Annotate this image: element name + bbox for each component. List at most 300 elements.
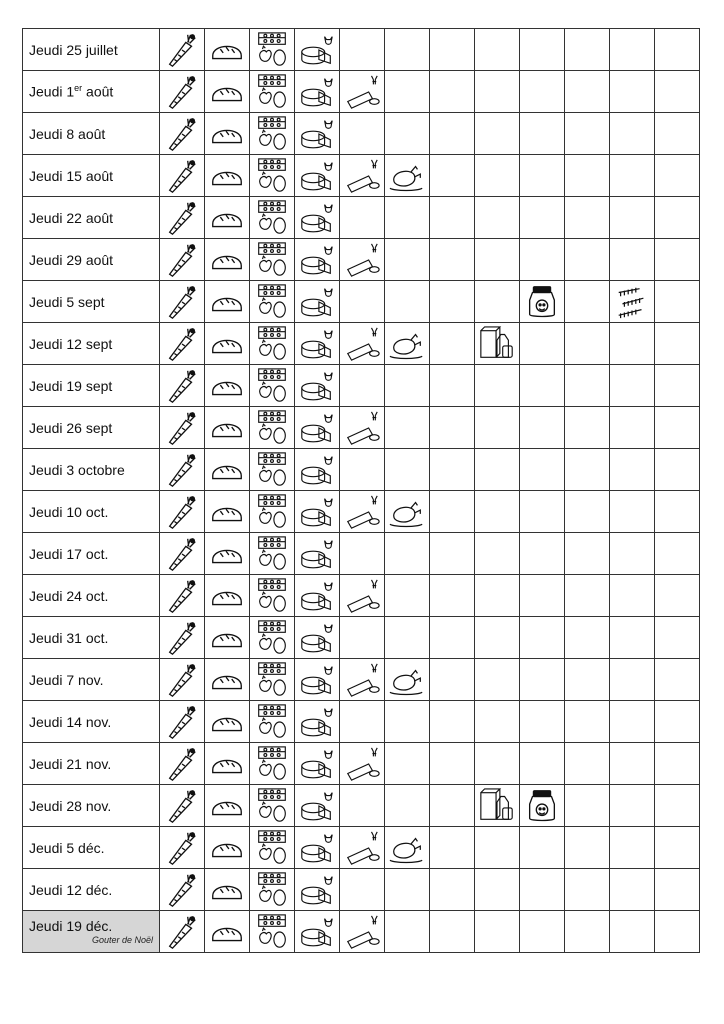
- date-cell: [23, 323, 160, 365]
- cheese-icon: [295, 409, 339, 447]
- product-cell: [295, 281, 340, 323]
- product-cell: [475, 533, 520, 575]
- date-cell: [23, 911, 160, 953]
- bread-icon: [205, 661, 249, 699]
- product-cell: [250, 155, 295, 197]
- vegetables-icon: [160, 73, 204, 111]
- product-cell: [385, 911, 430, 953]
- eggs-icon: [250, 241, 294, 279]
- delivery-schedule-table: [22, 28, 700, 953]
- product-cell: [295, 533, 340, 575]
- date-cell: [23, 29, 160, 71]
- cheese-icon: [295, 325, 339, 363]
- product-cell: [565, 155, 610, 197]
- eggs-icon: [250, 745, 294, 783]
- product-cell: [340, 29, 385, 71]
- date-label: Jeudi 10 oct.: [29, 503, 109, 520]
- product-cell: [430, 155, 475, 197]
- product-cell: [610, 827, 655, 869]
- vegetables-icon: [160, 367, 204, 405]
- product-cell: [205, 365, 250, 407]
- bread-icon: [205, 745, 249, 783]
- bread-icon: [205, 115, 249, 153]
- date-label: Jeudi 7 nov.: [29, 671, 104, 688]
- meat-icon: [340, 913, 384, 951]
- product-cell: [160, 29, 205, 71]
- product-cell: [160, 71, 205, 113]
- product-cell: [520, 71, 565, 113]
- product-cell: [520, 575, 565, 617]
- product-cell: [160, 575, 205, 617]
- product-cell: [295, 617, 340, 659]
- product-cell: [520, 323, 565, 365]
- product-cell: [340, 659, 385, 701]
- honey-icon: [520, 283, 564, 321]
- product-cell: [205, 323, 250, 365]
- product-cell: [160, 491, 205, 533]
- product-cell: [295, 911, 340, 953]
- product-cell: [385, 155, 430, 197]
- product-cell: [565, 197, 610, 239]
- product-cell: [250, 575, 295, 617]
- product-cell: [160, 533, 205, 575]
- meat-icon: [340, 745, 384, 783]
- product-cell: [475, 323, 520, 365]
- product-cell: [385, 701, 430, 743]
- product-cell: [475, 449, 520, 491]
- honey-icon: [520, 787, 564, 825]
- product-cell: [250, 743, 295, 785]
- product-cell: [475, 869, 520, 911]
- product-cell: [385, 239, 430, 281]
- product-cell: [295, 323, 340, 365]
- product-cell: [520, 533, 565, 575]
- product-cell: [295, 113, 340, 155]
- meat-icon: [340, 157, 384, 195]
- product-cell: [385, 323, 430, 365]
- schedule-row: [23, 659, 700, 701]
- product-cell: [520, 407, 565, 449]
- schedule-row: [23, 575, 700, 617]
- product-cell: [205, 491, 250, 533]
- product-cell: [295, 29, 340, 71]
- poultry-icon: [385, 325, 429, 363]
- product-cell: [565, 113, 610, 155]
- product-cell: [340, 197, 385, 239]
- product-cell: [475, 365, 520, 407]
- eggs-icon: [250, 619, 294, 657]
- product-cell: [160, 155, 205, 197]
- schedule-row: [23, 239, 700, 281]
- product-cell: [475, 617, 520, 659]
- cheese-icon: [295, 367, 339, 405]
- product-cell: [160, 785, 205, 827]
- date-cell: [23, 449, 160, 491]
- product-cell: [250, 869, 295, 911]
- product-cell: [430, 197, 475, 239]
- product-cell: [385, 71, 430, 113]
- bread-icon: [205, 241, 249, 279]
- product-cell: [160, 197, 205, 239]
- meat-icon: [340, 493, 384, 531]
- product-cell: [430, 869, 475, 911]
- product-cell: [475, 911, 520, 953]
- product-cell: [655, 617, 700, 659]
- product-cell: [295, 785, 340, 827]
- eggs-icon: [250, 31, 294, 69]
- eggs-icon: [250, 787, 294, 825]
- cheese-icon: [295, 241, 339, 279]
- product-cell: [205, 71, 250, 113]
- date-label: Jeudi 29 août: [29, 251, 114, 268]
- date-label: Jeudi 26 sept: [29, 419, 113, 436]
- product-cell: [430, 113, 475, 155]
- cheese-icon: [295, 73, 339, 111]
- date-label: Jeudi 24 oct.: [29, 587, 109, 604]
- bread-icon: [205, 451, 249, 489]
- grocery-icon: [475, 325, 519, 363]
- bread-icon: [205, 619, 249, 657]
- vegetables-icon: [160, 535, 204, 573]
- cheese-icon: [295, 745, 339, 783]
- product-cell: [295, 449, 340, 491]
- product-cell: [295, 239, 340, 281]
- product-cell: [385, 575, 430, 617]
- eggs-icon: [250, 703, 294, 741]
- product-cell: [610, 701, 655, 743]
- date-cell: [23, 827, 160, 869]
- vegetables-icon: [160, 283, 204, 321]
- product-cell: [250, 407, 295, 449]
- product-cell: [385, 785, 430, 827]
- product-cell: [340, 449, 385, 491]
- vegetables-icon: [160, 871, 204, 909]
- date-label: Jeudi 3 octobre: [29, 461, 125, 478]
- product-cell: [340, 575, 385, 617]
- product-cell: [205, 575, 250, 617]
- product-cell: [250, 365, 295, 407]
- date-label: Jeudi 22 août: [29, 209, 114, 226]
- schedule-row: [23, 617, 700, 659]
- product-cell: [520, 197, 565, 239]
- product-cell: [565, 407, 610, 449]
- date-label: Jeudi 17 oct.: [29, 545, 109, 562]
- product-cell: [655, 701, 700, 743]
- meat-icon: [340, 829, 384, 867]
- product-cell: [610, 155, 655, 197]
- product-cell: [340, 365, 385, 407]
- date-cell: [23, 197, 160, 239]
- product-cell: [250, 617, 295, 659]
- schedule-row: [23, 113, 700, 155]
- product-cell: [475, 197, 520, 239]
- product-cell: [205, 281, 250, 323]
- product-cell: [250, 785, 295, 827]
- product-cell: [565, 533, 610, 575]
- product-cell: [520, 239, 565, 281]
- product-cell: [655, 785, 700, 827]
- cheese-icon: [295, 31, 339, 69]
- date-cell: [23, 239, 160, 281]
- product-cell: [160, 701, 205, 743]
- product-cell: [610, 617, 655, 659]
- poultry-icon: [385, 829, 429, 867]
- product-cell: [340, 869, 385, 911]
- product-cell: [430, 239, 475, 281]
- product-cell: [430, 323, 475, 365]
- product-cell: [655, 869, 700, 911]
- product-cell: [385, 869, 430, 911]
- product-cell: [205, 449, 250, 491]
- vegetables-icon: [160, 913, 204, 951]
- product-cell: [655, 197, 700, 239]
- product-cell: [610, 281, 655, 323]
- bread-icon: [205, 325, 249, 363]
- poultry-icon: [385, 661, 429, 699]
- eggs-icon: [250, 157, 294, 195]
- date-label-month: août: [82, 83, 114, 100]
- meat-icon: [340, 73, 384, 111]
- date-label: Jeudi 8 août: [29, 125, 106, 142]
- product-cell: [250, 323, 295, 365]
- date-cell: [23, 617, 160, 659]
- product-cell: [205, 785, 250, 827]
- product-cell: [475, 71, 520, 113]
- pasta-icon: [610, 283, 654, 321]
- product-cell: [610, 239, 655, 281]
- product-cell: [655, 239, 700, 281]
- product-cell: [610, 323, 655, 365]
- vegetables-icon: [160, 493, 204, 531]
- product-cell: [565, 491, 610, 533]
- product-cell: [295, 659, 340, 701]
- product-cell: [385, 659, 430, 701]
- product-cell: [565, 827, 610, 869]
- bread-icon: [205, 913, 249, 951]
- product-cell: [565, 71, 610, 113]
- cheese-icon: [295, 787, 339, 825]
- bread-icon: [205, 157, 249, 195]
- product-cell: [250, 827, 295, 869]
- product-cell: [655, 407, 700, 449]
- product-cell: [205, 827, 250, 869]
- eggs-icon: [250, 493, 294, 531]
- product-cell: [610, 365, 655, 407]
- eggs-icon: [250, 325, 294, 363]
- product-cell: [340, 281, 385, 323]
- eggs-icon: [250, 451, 294, 489]
- product-cell: [385, 113, 430, 155]
- product-cell: [340, 239, 385, 281]
- product-cell: [565, 743, 610, 785]
- schedule-row: [23, 323, 700, 365]
- product-cell: [520, 113, 565, 155]
- product-cell: [340, 71, 385, 113]
- product-cell: [610, 407, 655, 449]
- product-cell: [610, 869, 655, 911]
- schedule-row: [23, 365, 700, 407]
- poultry-icon: [385, 493, 429, 531]
- product-cell: [340, 911, 385, 953]
- product-cell: [430, 281, 475, 323]
- product-cell: [250, 239, 295, 281]
- date-label: Jeudi 15 août: [29, 167, 114, 184]
- product-cell: [520, 617, 565, 659]
- product-cell: [520, 659, 565, 701]
- schedule-row: [23, 743, 700, 785]
- product-cell: [250, 29, 295, 71]
- bread-icon: [205, 577, 249, 615]
- product-cell: [475, 407, 520, 449]
- product-cell: [565, 869, 610, 911]
- product-cell: [655, 365, 700, 407]
- cheese-icon: [295, 913, 339, 951]
- poultry-icon: [385, 157, 429, 195]
- meat-icon: [340, 409, 384, 447]
- product-cell: [340, 827, 385, 869]
- meat-icon: [340, 661, 384, 699]
- product-cell: [160, 281, 205, 323]
- product-cell: [565, 365, 610, 407]
- product-cell: [610, 575, 655, 617]
- product-cell: [430, 659, 475, 701]
- date-cell: [23, 743, 160, 785]
- product-cell: [475, 29, 520, 71]
- product-cell: [385, 197, 430, 239]
- product-cell: [430, 407, 475, 449]
- date-cell: [23, 407, 160, 449]
- date-cell: [23, 785, 160, 827]
- product-cell: [250, 533, 295, 575]
- eggs-icon: [250, 535, 294, 573]
- vegetables-icon: [160, 325, 204, 363]
- product-cell: [385, 29, 430, 71]
- product-cell: [295, 197, 340, 239]
- date-cell: [23, 575, 160, 617]
- product-cell: [430, 71, 475, 113]
- bread-icon: [205, 367, 249, 405]
- bread-icon: [205, 409, 249, 447]
- bread-icon: [205, 31, 249, 69]
- product-cell: [655, 113, 700, 155]
- product-cell: [205, 197, 250, 239]
- bread-icon: [205, 535, 249, 573]
- product-cell: [520, 869, 565, 911]
- product-cell: [475, 239, 520, 281]
- product-cell: [610, 533, 655, 575]
- cheese-icon: [295, 703, 339, 741]
- date-cell: [23, 659, 160, 701]
- product-cell: [250, 449, 295, 491]
- product-cell: [610, 743, 655, 785]
- product-cell: [295, 701, 340, 743]
- date-label: Jeudi 14 nov.: [29, 713, 112, 730]
- product-cell: [520, 449, 565, 491]
- bread-icon: [205, 829, 249, 867]
- product-cell: [295, 575, 340, 617]
- product-cell: [475, 785, 520, 827]
- date-label-superscript: er: [74, 83, 83, 94]
- date-label: Jeudi 5 déc.: [29, 839, 105, 856]
- product-cell: [160, 365, 205, 407]
- vegetables-icon: [160, 703, 204, 741]
- date-cell: [23, 113, 160, 155]
- date-label: Jeudi 19 déc.: [29, 918, 113, 934]
- vegetables-icon: [160, 451, 204, 489]
- product-cell: [520, 491, 565, 533]
- product-cell: [160, 407, 205, 449]
- eggs-icon: [250, 913, 294, 951]
- product-cell: [655, 659, 700, 701]
- date-cell: [23, 155, 160, 197]
- product-cell: [250, 491, 295, 533]
- product-cell: [160, 911, 205, 953]
- product-cell: [205, 113, 250, 155]
- product-cell: [385, 491, 430, 533]
- cheese-icon: [295, 535, 339, 573]
- eggs-icon: [250, 661, 294, 699]
- cheese-icon: [295, 115, 339, 153]
- product-cell: [385, 743, 430, 785]
- schedule-row: [23, 869, 700, 911]
- date-cell: [23, 533, 160, 575]
- product-cell: [295, 869, 340, 911]
- cheese-icon: [295, 283, 339, 321]
- schedule-row: [23, 281, 700, 323]
- date-label: Jeudi 28 nov.: [29, 797, 112, 814]
- eggs-icon: [250, 871, 294, 909]
- product-cell: [565, 281, 610, 323]
- product-cell: [475, 113, 520, 155]
- product-cell: [205, 155, 250, 197]
- vegetables-icon: [160, 241, 204, 279]
- product-cell: [160, 869, 205, 911]
- product-cell: [385, 449, 430, 491]
- schedule-row: [23, 785, 700, 827]
- schedule-row: [23, 827, 700, 869]
- product-cell: [250, 701, 295, 743]
- product-cell: [205, 533, 250, 575]
- vegetables-icon: [160, 661, 204, 699]
- product-cell: [295, 827, 340, 869]
- bread-icon: [205, 199, 249, 237]
- date-label: Jeudi 31 oct.: [29, 629, 109, 646]
- product-cell: [655, 281, 700, 323]
- product-cell: [385, 533, 430, 575]
- product-cell: [520, 701, 565, 743]
- cheese-icon: [295, 451, 339, 489]
- product-cell: [295, 407, 340, 449]
- product-cell: [655, 827, 700, 869]
- product-cell: [430, 827, 475, 869]
- product-cell: [430, 701, 475, 743]
- date-cell: [23, 701, 160, 743]
- schedule-row: [23, 407, 700, 449]
- product-cell: [475, 743, 520, 785]
- product-cell: [160, 827, 205, 869]
- product-cell: [655, 71, 700, 113]
- product-cell: [205, 869, 250, 911]
- product-cell: [565, 323, 610, 365]
- product-cell: [610, 29, 655, 71]
- product-cell: [430, 533, 475, 575]
- product-cell: [610, 197, 655, 239]
- product-cell: [565, 785, 610, 827]
- product-cell: [205, 743, 250, 785]
- product-cell: [250, 71, 295, 113]
- product-cell: [655, 491, 700, 533]
- eggs-icon: [250, 409, 294, 447]
